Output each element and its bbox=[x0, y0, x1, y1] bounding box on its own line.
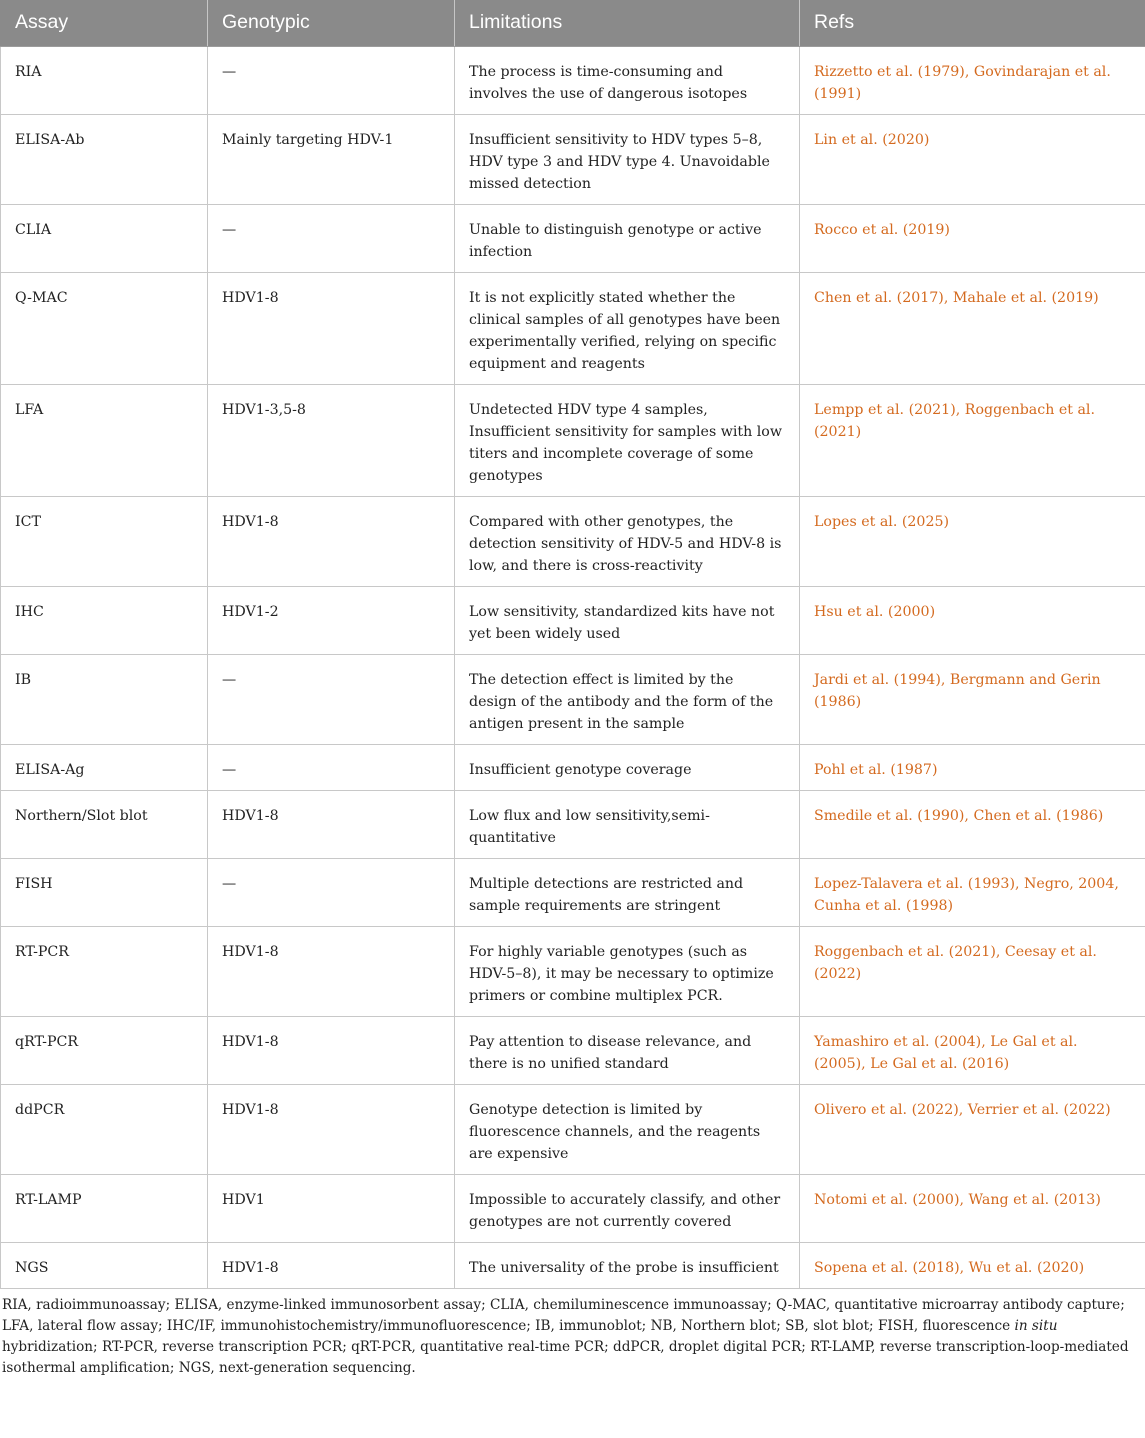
table-row bbox=[1, 1242, 1145, 1288]
cell-genotypic: HDV1-8 bbox=[208, 272, 455, 384]
table-row bbox=[1, 114, 1145, 204]
table-row bbox=[1, 790, 1145, 858]
table-row bbox=[1, 46, 1145, 114]
cell-limitations: Impossible to accurately classify, and other genotypes are not currently covered bbox=[455, 1174, 800, 1242]
reference-link[interactable]: Yamashiro et al. (2004), bbox=[814, 1033, 986, 1050]
cell-genotypic: HDV1-8 bbox=[208, 1016, 455, 1084]
table-row bbox=[1, 1016, 1145, 1084]
cell-refs bbox=[800, 1174, 1145, 1242]
cell-genotypic: HDV1-3,5-8 bbox=[208, 384, 455, 496]
cell-assay: ELISA-Ab bbox=[1, 114, 208, 204]
footnote bbox=[0, 1289, 1145, 1379]
reference-link[interactable]: Smedile et al. (1990), bbox=[814, 807, 969, 824]
cell-limitations: Low flux and low sensitivity,semi-quantitative bbox=[455, 790, 800, 858]
reference-link[interactable]: Lempp et al. (2021), bbox=[814, 401, 961, 418]
reference-link[interactable]: Negro, 2004, bbox=[1024, 875, 1119, 892]
reference-link[interactable]: Le Gal et al. (2016) bbox=[870, 1055, 1010, 1072]
cell-limitations: Unable to distinguish genotype or active infection bbox=[455, 204, 800, 272]
cell-refs bbox=[800, 384, 1145, 496]
cell-genotypic: HDV1-8 bbox=[208, 790, 455, 858]
cell-assay: qRT-PCR bbox=[1, 1016, 208, 1084]
cell-assay: CLIA bbox=[1, 204, 208, 272]
reference-link[interactable]: Sopena et al. (2018), bbox=[814, 1259, 965, 1276]
cell-refs bbox=[800, 46, 1145, 114]
cell-assay: Northern/Slot blot bbox=[1, 790, 208, 858]
reference-link[interactable]: Hsu et al. (2000) bbox=[814, 603, 936, 620]
cell-limitations: The process is time-consuming and involves the use of dangerous isotopes bbox=[455, 46, 800, 114]
table-row bbox=[1, 496, 1145, 586]
cell-refs bbox=[800, 926, 1145, 1016]
cell-assay: ELISA-Ag bbox=[1, 744, 208, 790]
cell-limitations: Insufficient sensitivity to HDV types 5–8, HDV type 3 and HDV type 4. Unavoidable missed detection bbox=[455, 114, 800, 204]
reference-link[interactable]: Roggenbach et al. (2021), bbox=[814, 943, 1001, 960]
cell-genotypic: HDV1-2 bbox=[208, 586, 455, 654]
reference-link[interactable]: Rizzetto et al. (1979), bbox=[814, 63, 970, 80]
table-row bbox=[1, 384, 1145, 496]
cell-assay: ddPCR bbox=[1, 1084, 208, 1174]
cell-genotypic: — bbox=[208, 46, 455, 114]
cell-limitations: The detection effect is limited by the design of the antibody and the form of the antigen present in the sample bbox=[455, 654, 800, 744]
reference-link[interactable]: Roggenbach et al. (2021) bbox=[814, 401, 1095, 440]
reference-link[interactable]: Lin et al. (2020) bbox=[814, 131, 930, 148]
header-limitations: Limitations bbox=[455, 0, 800, 46]
cell-limitations: Multiple detections are restricted and sample requirements are stringent bbox=[455, 858, 800, 926]
cell-genotypic: HDV1-8 bbox=[208, 496, 455, 586]
cell-refs bbox=[800, 858, 1145, 926]
reference-link[interactable]: Lopez-Talavera et al. (1993), bbox=[814, 875, 1020, 892]
header-assay: Assay bbox=[1, 0, 208, 46]
cell-refs bbox=[800, 1084, 1145, 1174]
reference-link[interactable]: Lopes et al. (2025) bbox=[814, 513, 950, 530]
reference-link[interactable]: Bergmann and Gerin (1986) bbox=[814, 671, 1101, 710]
cell-limitations: It is not explicitly stated whether the clinical samples of all genotypes have been experimentally verified, relying on specific equipment and reagents bbox=[455, 272, 800, 384]
table-row bbox=[1, 926, 1145, 1016]
table-row bbox=[1, 1174, 1145, 1242]
cell-limitations: Pay attention to disease relevance, and there is no unified standard bbox=[455, 1016, 800, 1084]
reference-link[interactable]: Le Gal et al. (2005), bbox=[814, 1033, 1078, 1072]
cell-limitations: Low sensitivity, standardized kits have not yet been widely used bbox=[455, 586, 800, 654]
cell-refs bbox=[800, 586, 1145, 654]
table-row bbox=[1, 586, 1145, 654]
cell-genotypic: — bbox=[208, 858, 455, 926]
reference-link[interactable]: Govindarajan et al. (1991) bbox=[814, 63, 1111, 102]
reference-link[interactable]: Chen et al. (2017), bbox=[814, 289, 949, 306]
table-row bbox=[1, 204, 1145, 272]
cell-limitations: Insufficient genotype coverage bbox=[455, 744, 800, 790]
cell-assay: IB bbox=[1, 654, 208, 744]
reference-link[interactable]: Pohl et al. (1987) bbox=[814, 761, 938, 778]
footnote-text-2: hybridization; RT-PCR, reverse transcription PCR; qRT-PCR, quantitative real-time PCR; ddPCR, droplet digital PCR; RT-LAMP, reverse transcription-loop-mediated isothermal amplification; NGS, next-generation sequencing. bbox=[2, 1338, 1129, 1376]
cell-limitations: For highly variable genotypes (such as HDV-5–8), it may be necessary to optimize primers or combine multiplex PCR. bbox=[455, 926, 800, 1016]
table-row bbox=[1, 272, 1145, 384]
cell-refs bbox=[800, 272, 1145, 384]
cell-refs bbox=[800, 114, 1145, 204]
reference-link[interactable]: Ceesay et al. (2022) bbox=[814, 943, 1097, 982]
cell-assay: RT-LAMP bbox=[1, 1174, 208, 1242]
reference-link[interactable]: Mahale et al. (2019) bbox=[952, 289, 1099, 306]
table-row bbox=[1, 654, 1145, 744]
cell-genotypic: — bbox=[208, 744, 455, 790]
reference-link[interactable]: Rocco et al. (2019) bbox=[814, 221, 950, 238]
cell-limitations: The universality of the probe is insufficient bbox=[455, 1242, 800, 1288]
reference-link[interactable]: Olivero et al. (2022), bbox=[814, 1101, 964, 1118]
cell-refs bbox=[800, 204, 1145, 272]
cell-genotypic: Mainly targeting HDV-1 bbox=[208, 114, 455, 204]
cell-assay: LFA bbox=[1, 384, 208, 496]
table-body bbox=[1, 46, 1145, 1288]
reference-link[interactable]: Verrier et al. (2022) bbox=[967, 1101, 1111, 1118]
cell-refs bbox=[800, 654, 1145, 744]
reference-link[interactable]: Wu et al. (2020) bbox=[968, 1259, 1085, 1276]
cell-refs bbox=[800, 496, 1145, 586]
cell-refs bbox=[800, 1242, 1145, 1288]
cell-assay: Q-MAC bbox=[1, 272, 208, 384]
cell-assay: IHC bbox=[1, 586, 208, 654]
cell-assay: NGS bbox=[1, 1242, 208, 1288]
cell-refs bbox=[800, 790, 1145, 858]
cell-refs bbox=[800, 744, 1145, 790]
table-row bbox=[1, 1084, 1145, 1174]
reference-link[interactable]: Notomi et al. (2000), bbox=[814, 1191, 965, 1208]
reference-link[interactable]: Chen et al. (1986) bbox=[973, 807, 1104, 824]
header-genotypic: Genotypic bbox=[208, 0, 455, 46]
reference-link[interactable]: Cunha et al. (1998) bbox=[814, 897, 954, 914]
cell-assay: RIA bbox=[1, 46, 208, 114]
reference-link[interactable]: Wang et al. (2013) bbox=[968, 1191, 1101, 1208]
header-refs: Refs bbox=[800, 0, 1145, 46]
footnote-italic: in situ bbox=[1014, 1317, 1058, 1334]
cell-limitations: Genotype detection is limited by fluorescence channels, and the reagents are expensive bbox=[455, 1084, 800, 1174]
cell-assay: RT-PCR bbox=[1, 926, 208, 1016]
cell-genotypic: — bbox=[208, 654, 455, 744]
cell-genotypic: HDV1-8 bbox=[208, 1084, 455, 1174]
cell-assay: FISH bbox=[1, 858, 208, 926]
cell-assay: ICT bbox=[1, 496, 208, 586]
cell-limitations: Undetected HDV type 4 samples, Insufficient sensitivity for samples with low titers and incomplete coverage of some genotypes bbox=[455, 384, 800, 496]
cell-refs bbox=[800, 1016, 1145, 1084]
cell-genotypic: — bbox=[208, 204, 455, 272]
table-row bbox=[1, 858, 1145, 926]
cell-genotypic: HDV1-8 bbox=[208, 1242, 455, 1288]
footnote-text-1: RIA, radioimmunoassay; ELISA, enzyme-linked immunosorbent assay; CLIA, chemiluminescence immunoassay; Q-MAC, quantitative microarray antibody capture; LFA, lateral flow assay; IHC/IF, immunohistochemistry/immunofluorescence; IB, immunoblot; NB, Northern blot; SB, slot blot; FISH, fluorescence bbox=[2, 1296, 1125, 1334]
table-row bbox=[1, 744, 1145, 790]
cell-limitations: Compared with other genotypes, the detection sensitivity of HDV-5 and HDV-8 is low, and there is cross-reactivity bbox=[455, 496, 800, 586]
header-row bbox=[1, 0, 1145, 46]
cell-genotypic: HDV1-8 bbox=[208, 926, 455, 1016]
reference-link[interactable]: Jardi et al. (1994), bbox=[814, 671, 946, 688]
cell-genotypic: HDV1 bbox=[208, 1174, 455, 1242]
